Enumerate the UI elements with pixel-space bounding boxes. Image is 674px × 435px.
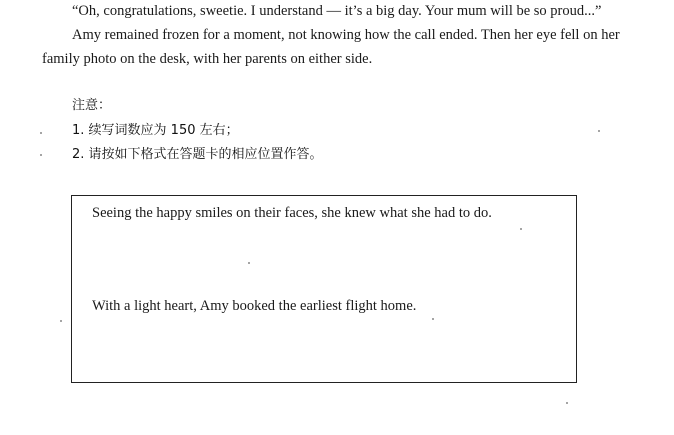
scan-speck bbox=[60, 320, 62, 322]
scan-speck bbox=[598, 130, 600, 132]
passage-line-2: Amy remained frozen for a moment, not knowing how the call ended. Then her eye fell on her bbox=[72, 27, 620, 43]
paragraph-opening-2: With a light heart, Amy booked the earliest flight home. bbox=[92, 298, 417, 314]
scan-speck bbox=[432, 318, 434, 320]
passage-line-1: “Oh, congratulations, sweetie. I understand — it’s a big day. Your mum will be so proud...” bbox=[72, 3, 602, 19]
scan-speck bbox=[248, 262, 250, 264]
scan-speck bbox=[520, 228, 522, 230]
scan-speck bbox=[566, 402, 568, 404]
notes-title: 注意： bbox=[72, 98, 112, 113]
scan-speck bbox=[40, 132, 42, 134]
note-item-1: 1. 续写词数应为 150 左右； bbox=[72, 123, 239, 138]
answer-box bbox=[71, 195, 577, 383]
passage-line-3: family photo on the desk, with her parents on either side. bbox=[42, 51, 373, 67]
scan-speck bbox=[40, 154, 42, 156]
note-item-2: 2. 请按如下格式在答题卡的相应位置作答。 bbox=[72, 147, 323, 162]
paragraph-opening-1: Seeing the happy smiles on their faces, she knew what she had to do. bbox=[92, 205, 492, 221]
